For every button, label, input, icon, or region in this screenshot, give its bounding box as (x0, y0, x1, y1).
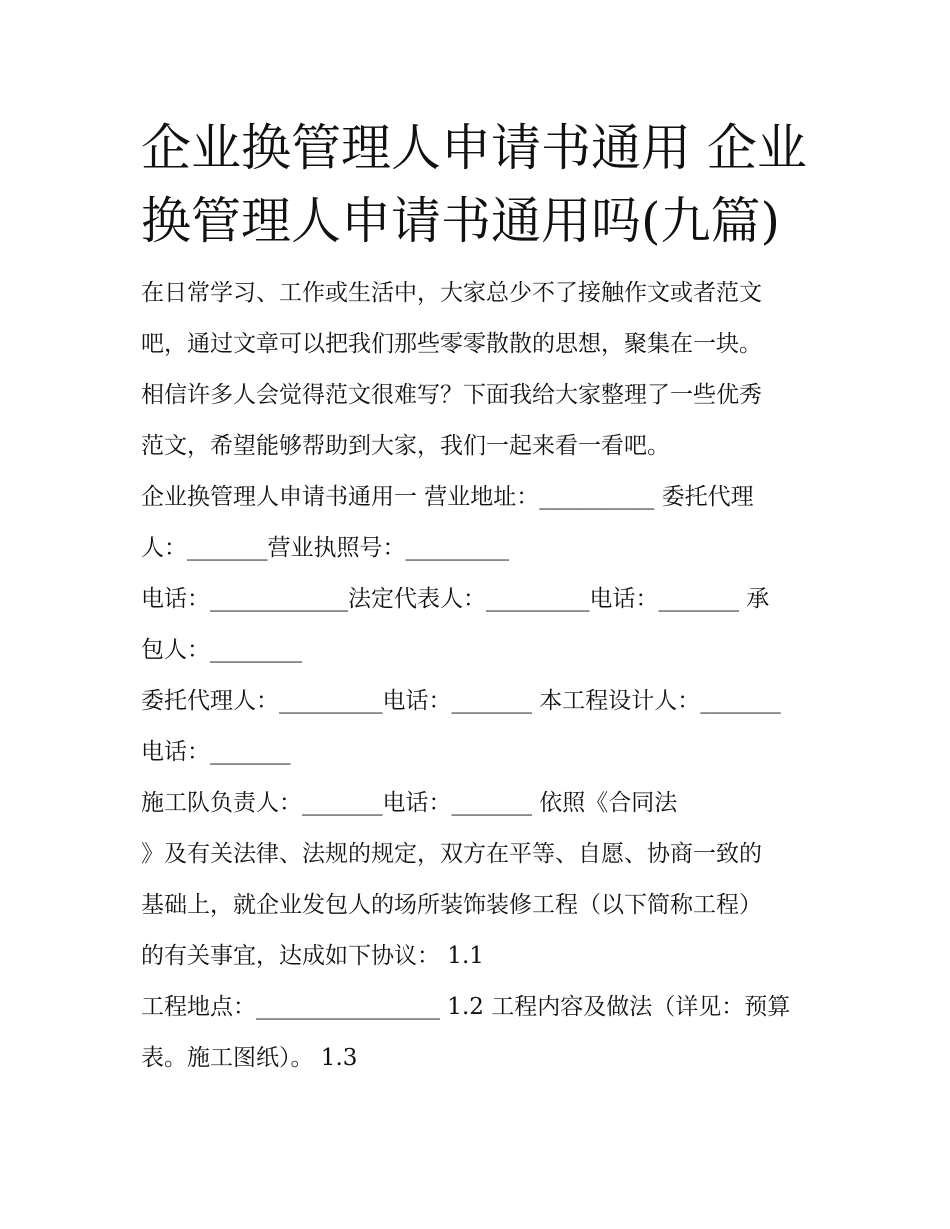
intro-line: 相信许多人会觉得范文很难写？下面我给大家整理了一些优秀 (141, 382, 762, 408)
body-line: 委托代理人：_________电话：_______ 本工程设计人：_______ (141, 688, 781, 714)
body-line: 电话：____________法定代表人：_________电话：_______ 承 (141, 586, 770, 612)
body-line: 的有关事宜，达成如下协议： 1.1 (141, 943, 484, 969)
body-line: 》及有关法律、法规的规定，双方在平等、自愿、协商一致的 (141, 841, 762, 867)
body-line: 施工队负责人：_______电话：_______ 依照《合同法 (141, 790, 678, 816)
title-line: 换管理人申请书通用吗(九篇) (141, 192, 781, 250)
body-line: 基础上，就企业发包人的场所装饰装修工程（以下简称工程） (141, 892, 762, 918)
title-line: 企业换管理人申请书通用 企业 (141, 119, 807, 177)
body-line: 人：_______营业执照号：_________ (141, 535, 509, 561)
body-line: 企业换管理人申请书通用一 营业地址：__________ 委托代理 (141, 484, 754, 510)
intro-line: 吧，通过文章可以把我们那些零零散散的思想，聚集在一块。 (141, 331, 762, 357)
contract-body (141, 472, 813, 1084)
body-line: 表。施工图纸）。 1.3 (141, 1045, 358, 1071)
intro-line: 范文，希望能够帮助到大家，我们一起来看一看吧。 (141, 433, 670, 459)
intro-paragraph (141, 268, 813, 472)
intro-line: 在日常学习、工作或生活中，大家总少不了接触作文或者范文 (141, 280, 762, 306)
body-line: 包人：________ (141, 637, 302, 663)
body-line: 工程地点：________________ 1.2 工程内容及做法（详见：预算 (141, 994, 791, 1020)
document-page (141, 112, 813, 1084)
document-title (141, 112, 813, 258)
body-line: 电话：_______ (141, 739, 291, 765)
